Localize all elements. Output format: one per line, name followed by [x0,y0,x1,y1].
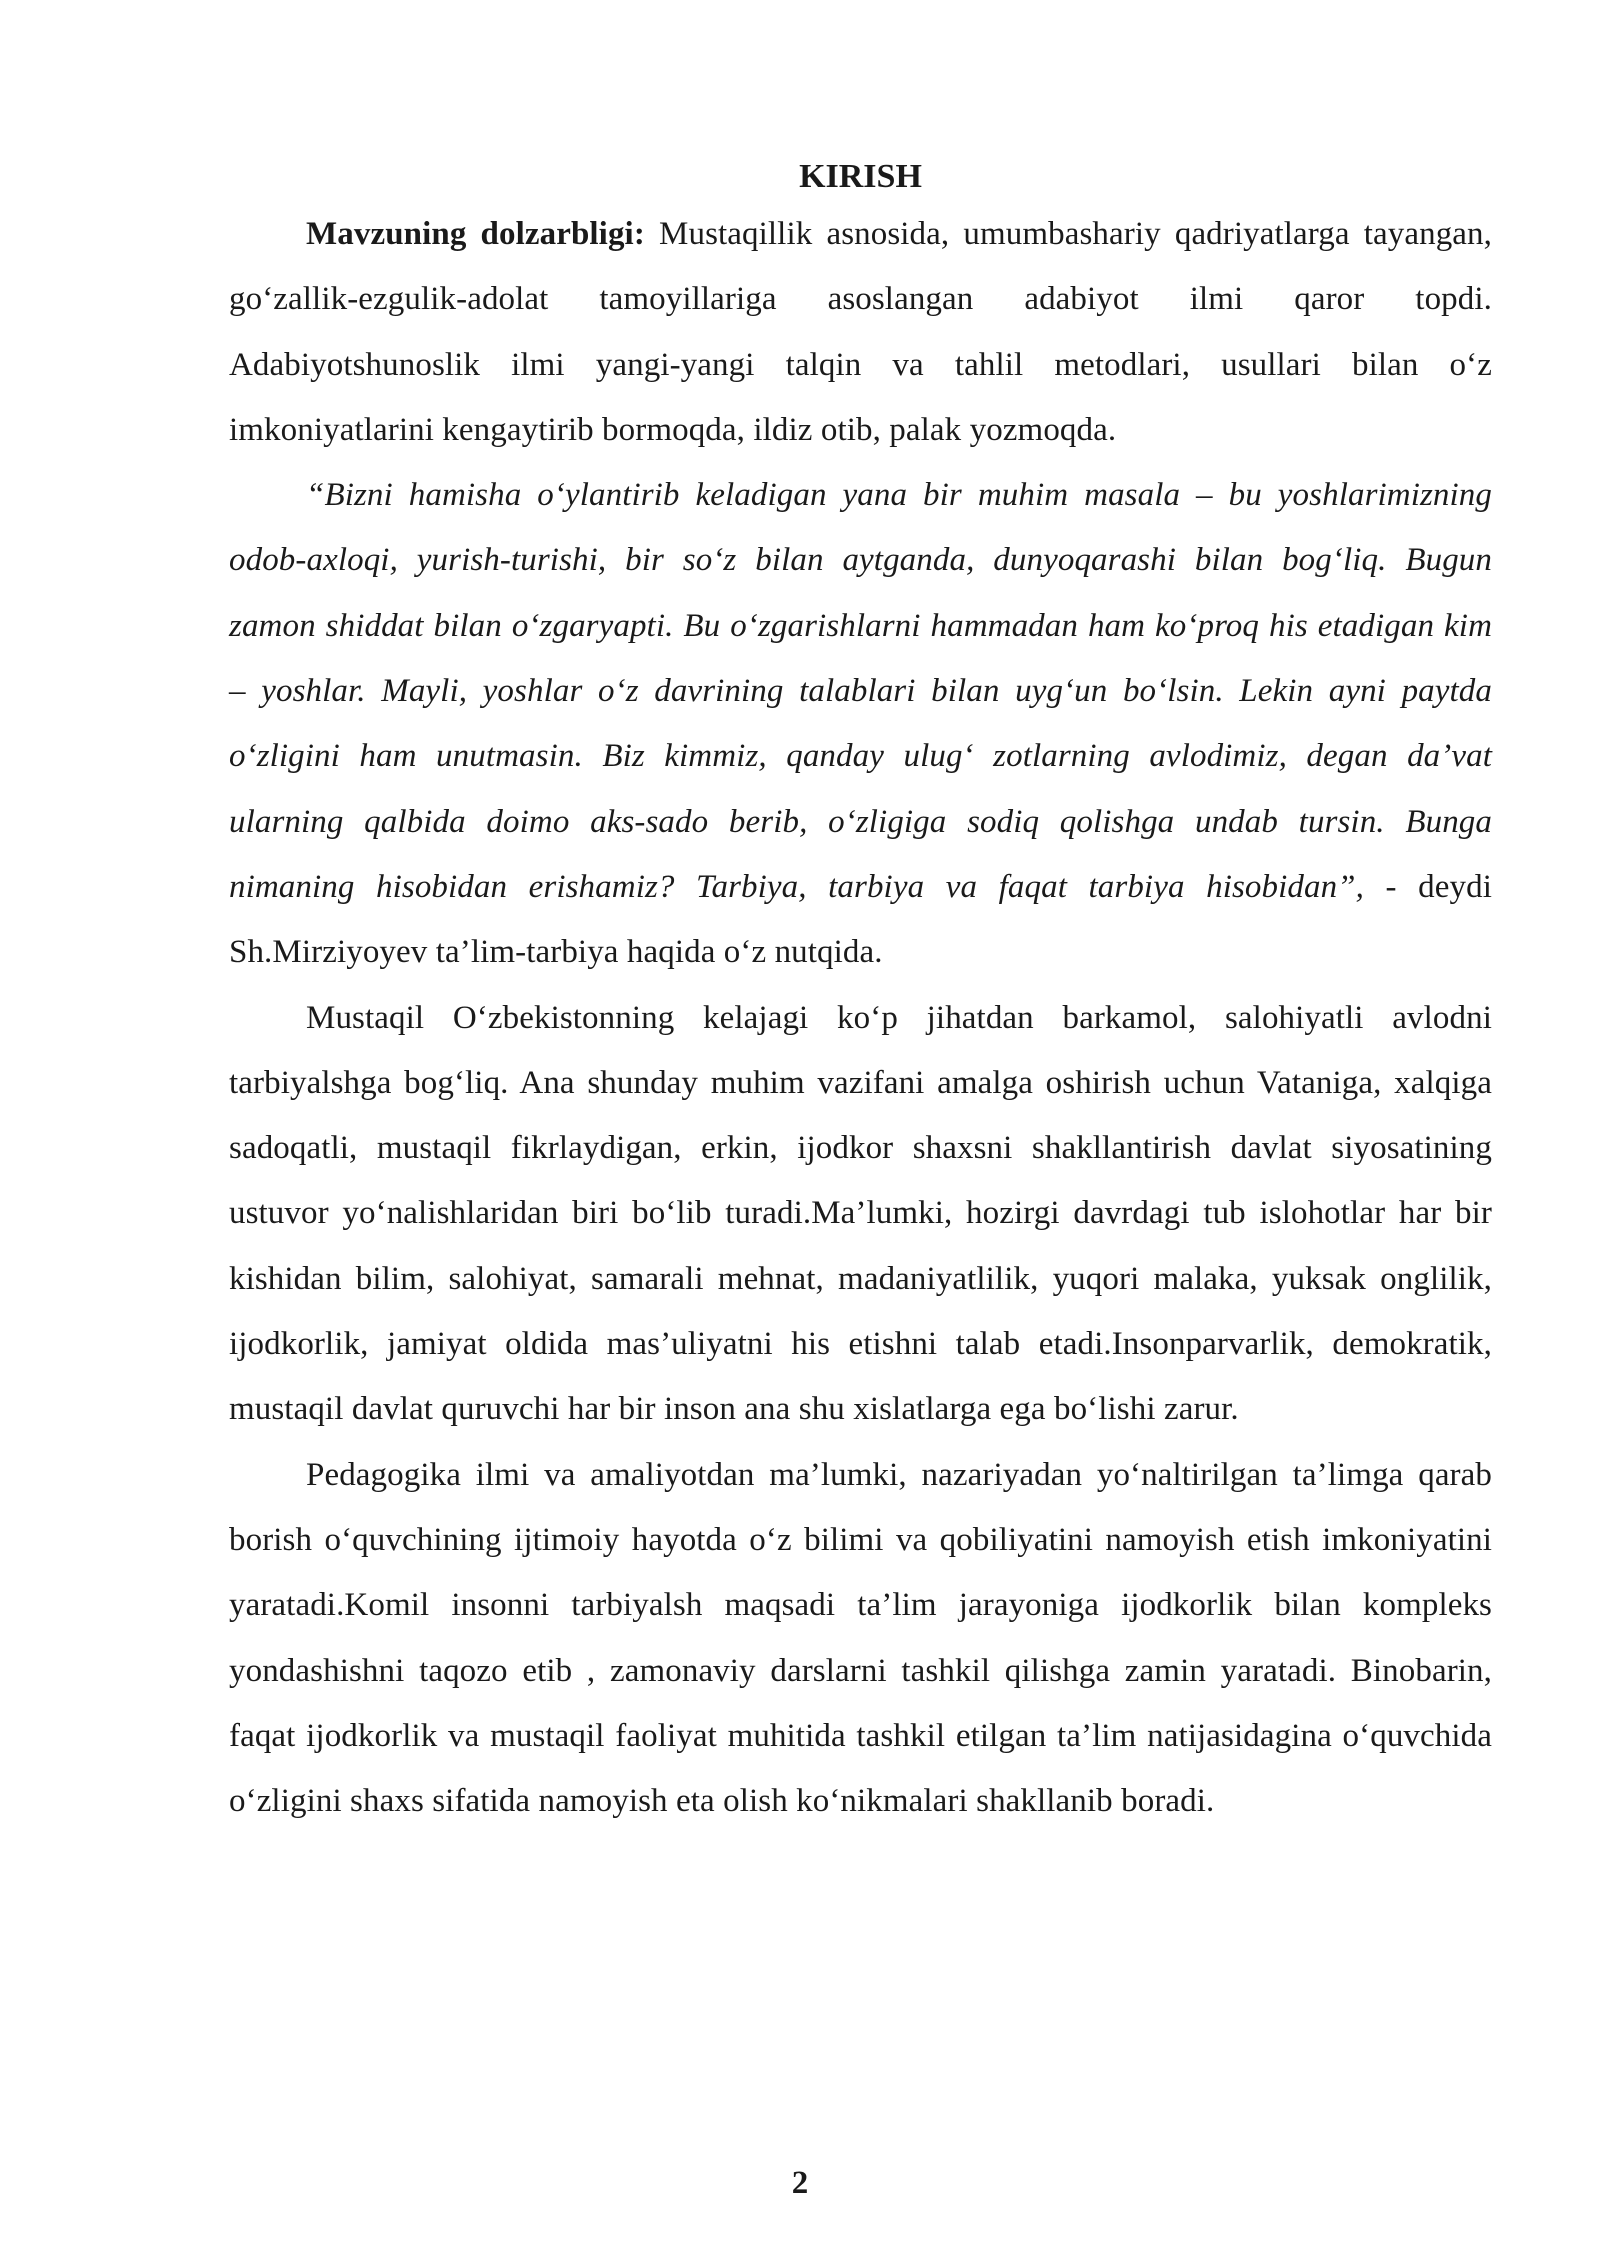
paragraph-uzbekistan-future: Mustaqil O‘zbekistonning kelajagi ko‘p jihatdan barkamol, salohiyatli avlodni tarbiyalshga bog‘liq. Ana shunday muhim vazifani amalga oshirish uchun Vataniga, xalqiga sadoqatli, mustaqil fikrlaydigan, erkin, ijodkor shaxsni shakllantirish davlat siyosatining ustuvor yo‘nalishlaridan biri bo‘lib turadi.Ma’lumki, hozirgi davrdagi tub islohotlar har bir kishidan bilim, salohiyat, samarali mehnat, madaniyatlilik, yuqori malaka, yuksak onglilik, ijodkorlik, jamiyat oldida mas’uliyatni his etishni talab etadi.Insonparvarlik, demokratik, mustaqil davlat quruvchi har bir inson ana shu xislatlarga ega bo‘lishi zarur. [229,999,1492,1428]
page-content [229,152,1492,1834]
paragraph-lead-bold: Mavzuning dolzarbligi: [306,216,645,252]
quotation-attribution: - deydi Sh.Mirziyoyev ta’lim-tarbiya haqida o‘z nutqida. [229,868,1492,971]
paragraph-quote [229,463,1492,985]
section-title: KIRISH [799,158,922,195]
paragraph-pedagogy: Pedagogika ilmi va amaliyotdan ma’lumki, nazariyadan yo‘naltirilgan ta’limga qarab borish o‘quvchining ijtimoiy hayotda o‘z bilimi va qobiliyatini namoyish etish imkoniyatini yaratadi.Komil insonni tarbiyalsh maqsadi ta’lim jarayoniga ijodkorlik bilan kompleks yondashishni taqozo etib , zamonaviy darslarni tashkil qilishga zamin yaratadi. Binobarin, faqat ijodkorlik va mustaqil faoliyat muhitida tashkil etilgan ta’lim natijasidagina o‘quvchida o‘zligini shaxs sifatida namoyish eta olish ko‘nikmalari shakllanib boradi. [229,1456,1492,1820]
quotation-italic: “Bizni hamisha o‘ylantirib keladigan yana bir muhim masala – bu yoshlarimizning odob-axloqi, yurish-turishi, bir so‘z bilan aytganda, dunyoqarashi bilan bog‘liq. Bugun zamon shiddat bilan o‘zgaryapti. Bu o‘zgarishlarni hammadan ham ko‘proq his etadigan kim – yoshlar. Mayli, yoshlar o‘z davrining talablari bilan uyg‘un bo‘lsin. Lekin ayni paytda o‘zligini ham unutmasin. Biz kimmiz, qanday ulug‘ zotlarning avlodimiz, degan da’vat ularning qalbida doimo aks-sado berib, o‘zligiga sodiq qolishga undab tursin. Bunga nimaning hisobidan erishamiz? Tarbiya, tarbiya va faqat tarbiya hisobidan”, [229,477,1492,905]
paragraph-relevance [229,202,1492,463]
page-number: 2 [791,2165,809,2201]
paragraph-text: Mustaqillik asnosida, umumbashariy qadriyatlarga tayangan, go‘zallik-ezgulik-adolat tamoyillariga asoslangan adabiyot ilmi qaror topdi. Adabiyotshunoslik ilmi yangi-yangi talqin va tahlil metodlari, usullari bilan o‘z imkoniyatlarini kengaytirib bormoqda, ildiz otib, palak yozmoqda. [229,216,1493,448]
